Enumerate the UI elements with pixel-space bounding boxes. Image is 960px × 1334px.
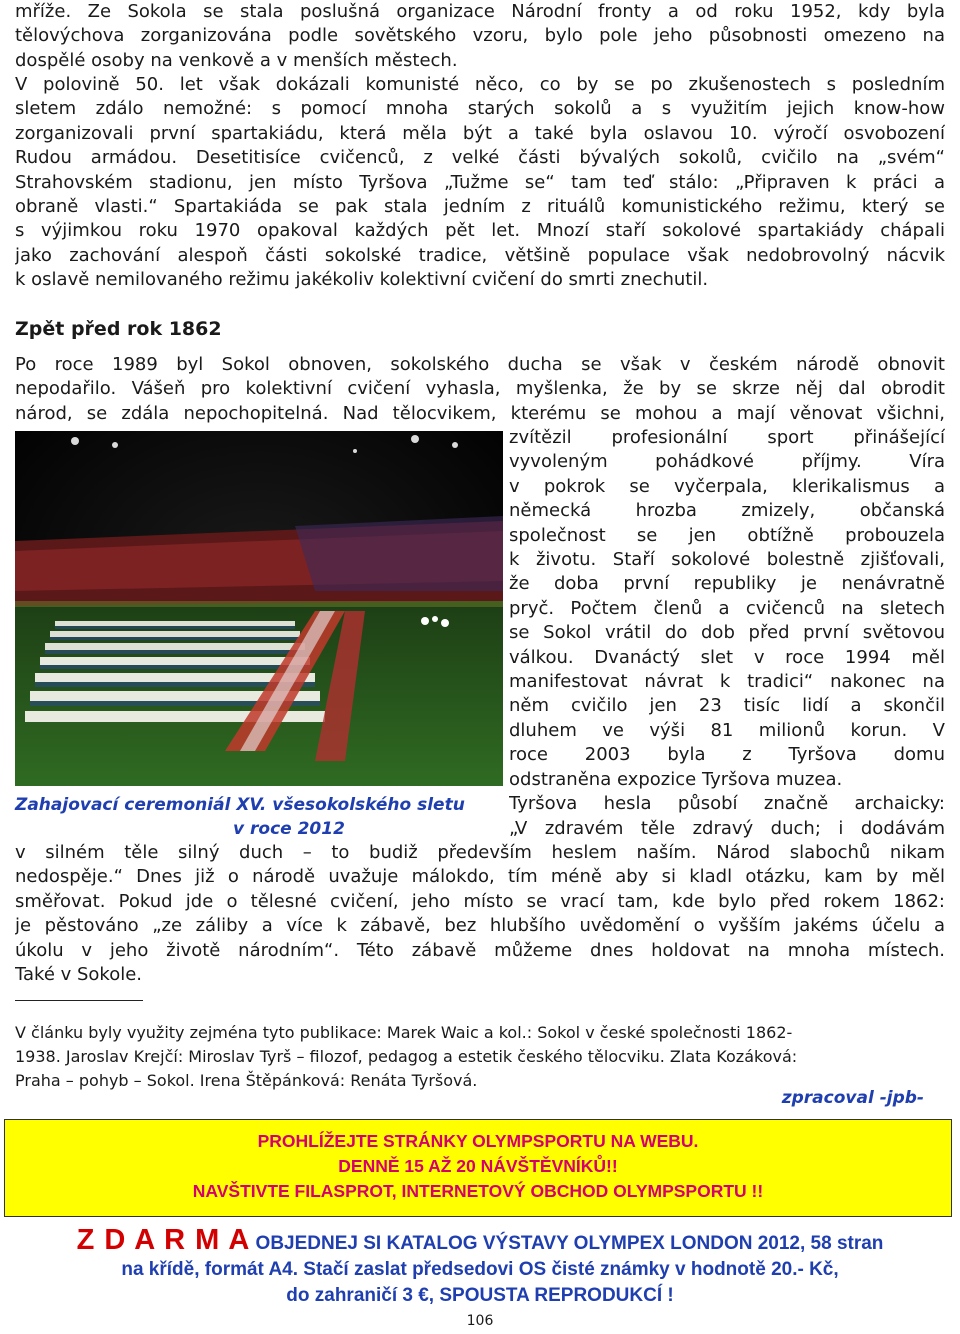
advertisement-box bbox=[4, 1119, 952, 1217]
text-line: s výjimkou roku 1970 opakoval každých pět let. Mnozí staří sokolové spartakiády chápali bbox=[15, 220, 945, 242]
paragraph-after-1989 bbox=[15, 353, 945, 426]
text-line: národ, se zdála nepochopitelná. Nad tělocvikem, kterému se mohou a mají věnovat všichni, bbox=[15, 402, 945, 424]
text-line: dluhem ve výši 81 milionů korun. V bbox=[509, 719, 945, 741]
text-line: nedospěje.“ Dnes již o národě uvažuje málokdo, tím méně aby si kladl otázku, kam by měl bbox=[15, 866, 945, 888]
paragraph-continuation bbox=[15, 0, 945, 73]
text-line: válkou. Dvanáctý slet v roce 1994 měl bbox=[509, 646, 945, 668]
text-line: Strahovském stadionu, jen místo Tyršova „Tužme se“ tam teď stálo: „Připraven k práci a bbox=[15, 171, 945, 193]
text-line: zorganizovali první spartakiádu, která měla být a také byla oslavou 10. výročí osvobození bbox=[15, 122, 945, 144]
sources-note bbox=[15, 1021, 945, 1093]
text-line: něm cvičilo jen 23 tisíc lidí a skončil bbox=[509, 695, 945, 717]
text-line: odstraněna expozice Tyršova muzea. bbox=[509, 768, 843, 790]
text-line: v silném těle silný duch – to budiž především heslem naším. Národ slabochů nikam bbox=[15, 842, 945, 863]
text-line: Také v Sokole. bbox=[15, 964, 143, 986]
catalog-promo bbox=[10, 1227, 950, 1309]
ad-line: NAVŠTIVTE FILASPROT, INTERNETOVÝ OBCHOD OLYMPSPORTU !! bbox=[192, 1181, 764, 1201]
zdarma-label: Z D A R M A bbox=[76, 1227, 251, 1256]
text-line: „V zdravém těle zdravý duch; i dodávám bbox=[509, 817, 945, 839]
text-line: 1938. Jaroslav Krejčí: Miroslav Tyrš – filozof, pedagog a estetik českého tělocviku. Zlata Kozáková: bbox=[15, 1047, 798, 1066]
caption-line: v roce 2012 bbox=[233, 819, 345, 839]
promo-text: OBJEDNEJ SI KATALOG VÝSTAVY OLYMPEX LONDON 2012, 58 stran bbox=[250, 1233, 884, 1254]
text-line: zvítězil profesionální sport přinášející bbox=[509, 427, 945, 448]
text-line: k životu. Staří sokolové bolestně zjišťovali, bbox=[509, 549, 945, 571]
text-line: německá hrozba zmizely, občanská bbox=[509, 500, 945, 522]
text-line: směřovat. Pokud jde o tělesné cvičení, jeho místo se vrací tam, kde bylo před rokem 1862: bbox=[15, 890, 945, 912]
text-line: jako zachování alespoň části sokolské tradice, většině populace však nedobrovolný nácvik bbox=[15, 244, 945, 266]
text-line: manifestovat návrat k tradici“ nakonec na bbox=[509, 671, 945, 693]
promo-line bbox=[10, 1227, 950, 1257]
paragraph-spartakiada bbox=[15, 73, 945, 293]
text-line: je pěstováno „ze záliby a více k zábavě, bez hlubšího uvědomění o vyšším jakéms účelu a bbox=[15, 915, 945, 937]
footnote-separator bbox=[15, 1000, 143, 1001]
text-line: nepodařilo. Vášeň pro kolektivní cvičení vyhasla, myšlenka, že by se skrze něj dal obrodit bbox=[15, 378, 945, 400]
text-line: sletem zdálo nemožné: s pomocí mnoha starých sokolů a s využitím jejich know-how bbox=[15, 98, 945, 120]
text-line: V článku byly využity zejména tyto publikace: Marek Waic a kol.: Sokol v české společnosti 1862- bbox=[15, 1023, 793, 1042]
paragraph-conclusion bbox=[15, 841, 945, 987]
text-line: Po roce 1989 byl Sokol obnoven, sokolského ducha se však v českém národě obnovit bbox=[15, 354, 945, 375]
text-line: V polovině 50. let však dokázali komunisté něco, co by se po zkušenostech s posledním bbox=[15, 74, 945, 95]
promo-line: do zahraničí 3 €, SPOUSTA REPRODUKCÍ ! bbox=[286, 1285, 674, 1306]
text-line: k oslavě nemilovaného režimu jakékoliv kolektivní cvičení do smrti znechutil. bbox=[15, 269, 709, 291]
text-line: úkolu v jeho životě národním“. Této zábavě můžeme dnes holdovat na mnoha místech. bbox=[15, 939, 945, 961]
text-line: obraně vlasti.“ Spartakiáda se pak stala jedním z rituálů komunistického režimu, který se bbox=[15, 196, 945, 218]
photo-caption bbox=[15, 793, 505, 841]
author-signature: zpracoval -jpb- bbox=[781, 1088, 924, 1108]
stadium-photo-illustration bbox=[15, 431, 503, 786]
text-line: pryč. Počtem členů a cvičenců na sletech bbox=[509, 597, 945, 619]
right-column-text bbox=[509, 426, 945, 841]
text-line: tělovýchova zorganizována podle sovětského vzoru, bylo pole jeho působnosti omezeno na bbox=[15, 25, 945, 47]
text-line: Praha – pohyb – Sokol. Irena Štěpánková: Renáta Tyršová. bbox=[15, 1071, 478, 1090]
text-line: Rudou armádou. Desetitisíce cvičenců, z velké části bývalých sokolů, cvičilo na „svém“ bbox=[15, 147, 945, 169]
text-line: v pokrok se vyčerpala, klerikalismus a bbox=[509, 475, 945, 497]
text-line: dospělé osoby na venkově a v menších městech. bbox=[15, 49, 458, 71]
page-number: 106 bbox=[466, 1313, 494, 1329]
promo-line: na křídě, formát A4. Stačí zaslat předsedovi OS čisté známky v hodnotě 20.- Kč, bbox=[121, 1259, 839, 1280]
text-line: vyvoleným pohádkové příjmy. Víra bbox=[509, 451, 945, 473]
text-line: Tyršova hesla působí značně archaicky: bbox=[509, 793, 945, 815]
stadium-ceremony-photo bbox=[15, 431, 503, 786]
text-line: že doba první republiky je nenávratně bbox=[509, 573, 945, 595]
text-line: společnost se jen obtížně probouzela bbox=[509, 524, 945, 546]
ad-line: DENNĚ 15 AŽ 20 NÁVŠTĚVNÍKŮ!! bbox=[338, 1156, 618, 1176]
caption-line: Zahajovací ceremoniál XV. všesokolského sletu bbox=[15, 795, 465, 815]
ad-line: PROHLÍŽEJTE STRÁNKY OLYMPSPORTU NA WEBU. bbox=[257, 1131, 699, 1151]
section-heading: Zpět před rok 1862 bbox=[15, 318, 222, 340]
text-line: roce 2003 byla z Tyršova domu bbox=[509, 744, 945, 766]
text-line: mříže. Ze Sokola se stala poslušná organizace Národní fronty a od roku 1952, kdy byla bbox=[15, 1, 945, 22]
text-line: se Sokol vrátil do dob před první světovou bbox=[509, 622, 945, 644]
